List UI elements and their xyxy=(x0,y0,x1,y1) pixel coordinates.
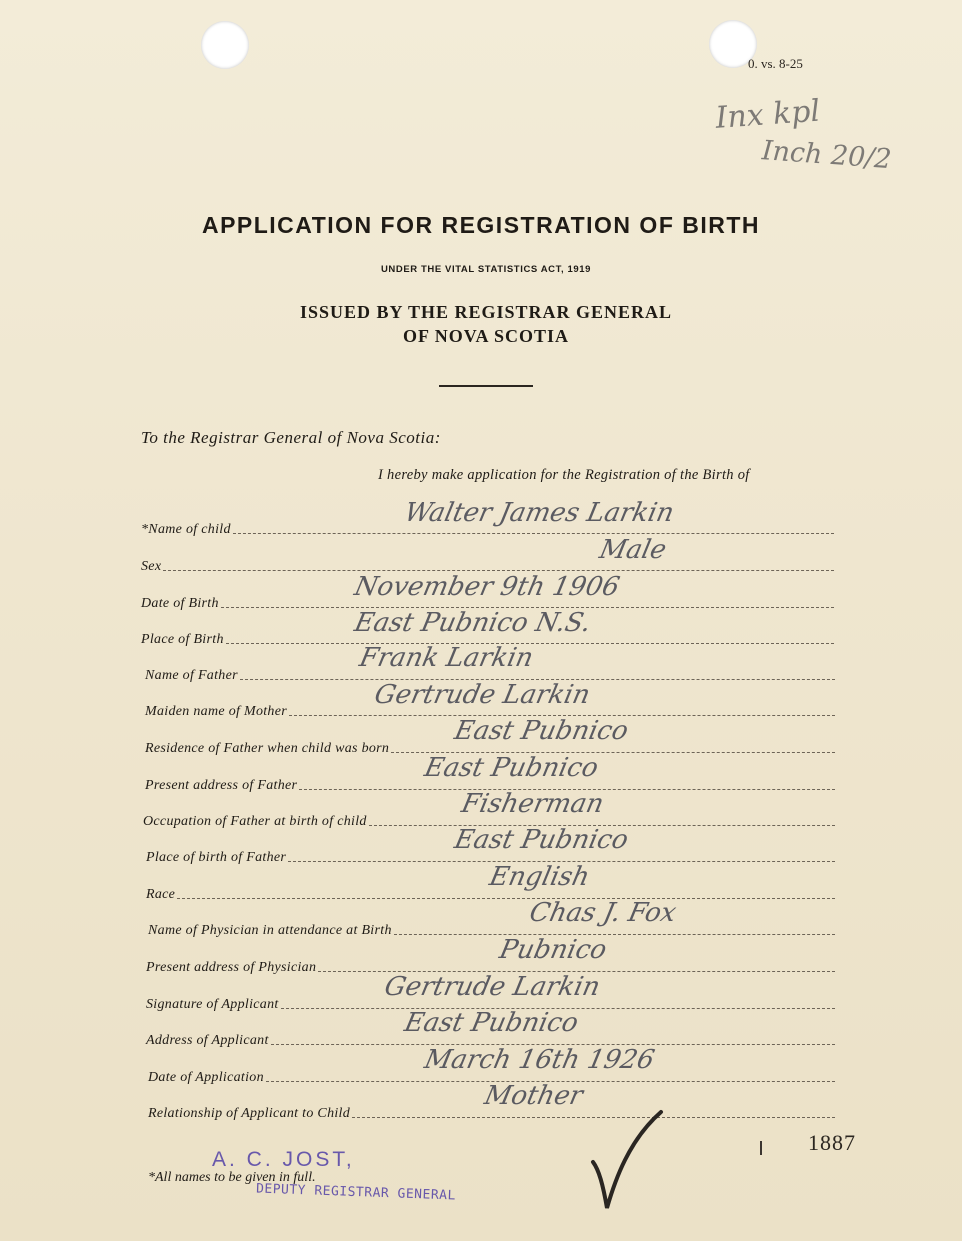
field-value-name-of-child: Walter James Larkin xyxy=(401,498,677,528)
stamp-title: DEPUTY REGISTRAR GENERAL xyxy=(255,1181,457,1204)
footnote: *All names to be given in full. xyxy=(148,1170,316,1185)
field-label: Place of birth of Father xyxy=(146,850,287,865)
dotted-line xyxy=(163,570,834,571)
issued-by-line2: OF NOVA SCOTIA xyxy=(402,326,570,346)
field-label: Occupation of Father at birth of child xyxy=(143,814,367,829)
field-label: Name of Physician in attendance at Birth xyxy=(148,923,392,938)
field-label: Date of Birth xyxy=(141,596,219,611)
pencil-note-line2: Inch 20/2 xyxy=(760,135,893,176)
field-value-date-of-birth: November 9th 1906 xyxy=(351,572,623,602)
field-value-address-of-applicant: East Pubnico xyxy=(401,1008,581,1038)
tick-mark xyxy=(760,1141,762,1155)
registration-number: 1887 xyxy=(808,1130,856,1155)
field-label: Address of Applicant xyxy=(146,1033,269,1048)
field-row-name-of-physician xyxy=(148,916,835,940)
field-value-date-of-application: March 16th 1926 xyxy=(421,1045,658,1075)
check-mark-icon xyxy=(585,1100,675,1215)
issued-by-line1: ISSUED BY THE REGISTRAR GENERAL xyxy=(299,302,673,322)
field-value-relationship-of-applicant: Mother xyxy=(481,1081,586,1111)
divider-rule xyxy=(439,385,533,387)
field-value-present-address-of-physician: Pubnico xyxy=(496,935,610,965)
field-label: Present address of Physician xyxy=(146,960,317,975)
form-number: 0. vs. 8-25 xyxy=(748,56,803,71)
intro-text: I hereby make application for the Registration of the Birth of xyxy=(378,467,750,483)
field-label: Race xyxy=(146,887,176,902)
pencil-note xyxy=(712,92,922,182)
field-label: Maiden name of Mother xyxy=(145,704,287,719)
salutation: To the Registrar General of Nova Scotia: xyxy=(141,428,441,447)
field-label: Name of Father xyxy=(145,668,238,683)
page-subtitle: UNDER THE VITAL STATISTICS ACT, 1919 xyxy=(380,264,592,275)
field-label: Present address of Father xyxy=(145,778,298,793)
field-value-sex: Male xyxy=(596,535,670,565)
field-value-residence-of-father: East Pubnico xyxy=(451,716,631,746)
dotted-line xyxy=(394,934,835,935)
field-value-present-address-of-father: East Pubnico xyxy=(421,753,601,783)
punch-hole-left xyxy=(201,21,249,69)
field-value-occupation-of-father: Fisherman xyxy=(458,789,607,819)
field-label: *Name of child xyxy=(141,522,231,537)
field-label: Place of Birth xyxy=(141,632,224,647)
stamp-name: A. C. JOST, xyxy=(212,1148,355,1171)
field-label: Residence of Father when child was born xyxy=(145,741,390,756)
field-label: Signature of Applicant xyxy=(146,997,279,1012)
field-value-place-of-birth-of-father: East Pubnico xyxy=(451,825,631,855)
field-value-maiden-name-of-mother: Gertrude Larkin xyxy=(371,680,593,710)
pencil-note-line1: Inx kpl xyxy=(714,93,822,136)
field-label: Date of Application xyxy=(148,1070,264,1085)
field-value-place-of-birth: East Pubnico N.S. xyxy=(351,608,594,638)
dotted-line xyxy=(233,533,834,534)
dotted-line xyxy=(177,898,835,899)
page-title: APPLICATION FOR REGISTRATION OF BIRTH xyxy=(201,212,761,238)
field-value-name-of-father: Frank Larkin xyxy=(356,643,536,673)
field-value-signature-of-applicant: Gertrude Larkin xyxy=(381,972,603,1002)
field-label: Sex xyxy=(141,559,162,574)
field-label: Relationship of Applicant to Child xyxy=(148,1106,351,1121)
field-value-race: English xyxy=(486,862,593,892)
field-value-name-of-physician: Chas J. Fox xyxy=(526,898,679,928)
